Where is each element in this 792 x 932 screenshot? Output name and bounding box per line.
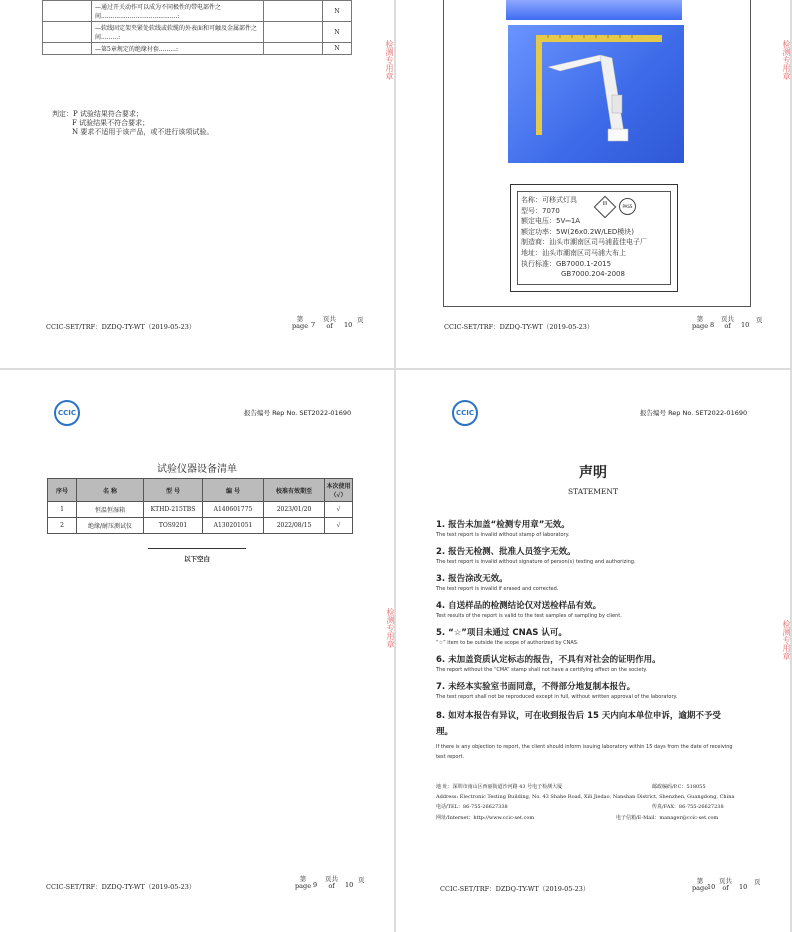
- postcode: 邮政编码/P.C：518055: [652, 784, 706, 790]
- fax: 传真/FAX：86-755-26627238: [652, 804, 724, 810]
- table-row: 2 绝缘/耐压测试仪 TOS9201 A130201051 2022/08/15 √: [48, 518, 353, 534]
- divider: [148, 548, 246, 549]
- page-footer: CCIC-SET/TRF：DZDQ-TY-WT（2019-05-23）: [46, 323, 196, 331]
- clause-text: —软线固定架夹紧处软线或软缆的外表面和可触及金属部件之间.........:: [92, 22, 264, 43]
- statement-item: 8. 如对本报告有异议，可在收到报告后 15 天内向本单位申诉，逾期不予受理。 If there is any objection to report, the client should inform issuing laboratory within 15 days from the date of receiving test report.: [436, 711, 733, 760]
- statement-item: 3. 报告涂改无效。 The test report is invalid if erased and corrected.: [436, 574, 559, 592]
- page-number: 第 page: [692, 877, 709, 893]
- table-header: 序号 名 称 型 号 编 号 校准有效期至 本次使用（√）: [48, 479, 353, 502]
- verdict-cell: N: [323, 1, 352, 22]
- sample-photo-lamp: [508, 25, 684, 163]
- table-row: [43, 22, 352, 43]
- end-of-list: 以下空白: [184, 555, 210, 563]
- seal-edge: 检测专用章: [385, 40, 394, 80]
- test-result-table: [42, 0, 352, 55]
- table-row: [43, 43, 352, 55]
- address-cn: 地 址：深圳市南山区西丽街道沙河路 43 号电子检测大厦: [436, 784, 563, 790]
- nameplate-label: 名称：可移式灯具 型号：7070 额定电压：5V⎓1A 额定功率：5W(26x0.2W/LED模块) 制造商：汕头市潮南区司马浦蓝佳电子厂 地址：汕头市潮南区司马浦大布上 执行标准：GB7000.1-2015 GB7000.204-2008 III PASS: [510, 184, 678, 292]
- table-row: [43, 1, 352, 22]
- label-name: 名称：可移式灯具: [521, 196, 577, 204]
- statement-item: 5. “☆”项目未通过 CNAS 认可。 “☆” item to be outside the scope of authorized by CNAS.: [436, 628, 579, 646]
- seal-edge: 检测专用章: [386, 608, 395, 648]
- sample-photo-top: [506, 0, 682, 20]
- statement-item: 6. 未加盖资质认定标志的报告，不具有对社会的证明作用。 The report without the “CMA” stamp shall not have a certifying effect on the society.: [436, 655, 661, 673]
- statement-title: 声明: [579, 465, 607, 481]
- statement-item: 7. 未经本实验室书面同意，不得部分地复制本报告。 The test report shall not be reproduced except in full, without written approval of the laboratory.: [436, 682, 678, 700]
- lamp-image: [508, 25, 684, 163]
- verdict-cell: N: [323, 43, 352, 55]
- equipment-table: [47, 478, 353, 534]
- statement-item: 4. 自送样品的检测结论仅对送检样品有效。 Test results of the report is valid to the test samples of sampling by client.: [436, 601, 622, 619]
- ccic-logo-icon: CCIC: [452, 400, 478, 426]
- label-standard-2: GB7000.204-2008: [561, 270, 625, 279]
- report-page-10: CCIC 报告编号 Rep No. SET2022-01690 声明 STATEMENT 1. 报告未加盖“检测专用章”无效。 The test report is invalid without stamp of laboratory. 2. 报告无检测、批准人员签字无效。 The test report is invalid without signature of person(s) testing and authorizing. 3. 报告涂改无效。 The test report is invalid if erased and corrected. 4. 自送样品的检测结论仅对送检样品有效。 Test results of the report is valid to the test samples of sampling by client. 5. “☆”项目未通过 CNAS 认可。 “☆” item to be outside the scope of authorized by CNAS. 6. 未加盖资质认定标志的报告，不具有对社会的证明作用。 The report without the “CMA” stamp shall not have a certifying effect on the society. 7. 未经本实验室书面同意，不得部分地复制本报告。 The test report shall not be reproduced except in full, without written approval of the laboratory. 8. 如对本报告有异议，可在收到报告后 15 天内向本单位申诉，逾期不予受理。 If there is any objection to report, the client should inform issuing laboratory within 15 days from the date of receiving test report. 地 址：深圳市南山区西丽街道沙河路 43 号电子检测大厦 邮政编码/P.C：518055 Address: Electronic Testing Building, No. 43 Shahe Road, Xili Jiedao, Nanshan District, Shenzhen, Guangdong, China 电话/TEL：86-755-26627338 传真/FAX：86-755-26627238 网址/Internet：http://www.ccic-set.com 电子信箱/E-Mail：manager@ccic-set.com 检测专用章 CCIC-SET/TRF：DZDQ-TY-WT（2019-05-23） 第 page 10 页共 of 10 页: [396, 370, 790, 932]
- label-standard: 执行标准：GB7000.1-2015: [521, 259, 612, 268]
- verdict-cell: N: [323, 22, 352, 43]
- report-number: 报告编号 Rep No. SET2022-01690: [244, 409, 352, 417]
- clause-text: —第5章规定的绝缘衬套.........:: [92, 43, 264, 55]
- report-page-7: —通过开关动作可以成为不同极性的带电部件之间........................................: N —软线固定架夹紧处软线或软缆的外表面和可触及金属部件之间.........: N —第5章规定的绝缘衬套.........: N 判定：P 试验结果符合要求； F 试验结果不符合要求； N 要求不适用于该产品，或不进行该项试验。 检测专用章 CCIC-SET/TRF：DZDQ-TY-WT（2019-05-23） 第 page 7 页共 of 10 页: [0, 0, 394, 368]
- clause-text: —通过开关动作可以成为不同极性的带电部件之间........................................:: [92, 1, 264, 22]
- report-number: 报告编号 Rep No. SET2022-01690: [640, 409, 748, 417]
- report-page-8: 名称：可移式灯具 型号：7070 额定电压：5V⎓1A 额定功率：5W(26x0.2W/LED模块) 制造商：汕头市潮南区司马浦蓝佳电子厂 地址：汕头市潮南区司马浦大布上 执行标准：GB7000.1-2015 GB7000.204-2008 III PASS 检测专用章 CCIC-SET/TRF：DZDQ-TY-WT（2019-05-23） 第 page 8 页共 of 10 页: [396, 0, 790, 368]
- page-number: 第 page: [292, 315, 309, 331]
- page-footer: CCIC-SET/TRF：DZDQ-TY-WT（2019-05-23）: [444, 323, 594, 331]
- label-power: 额定功率：5W(26x0.2W/LED模块): [521, 227, 635, 236]
- page-number: 第 page: [692, 315, 709, 331]
- label-model: 型号：7070: [521, 206, 560, 215]
- telephone: 电话/TEL：86-755-26627338: [436, 804, 508, 810]
- seal-edge: 检测专用章: [782, 40, 791, 80]
- label-maker: 制造商：汕头市潮南区司马浦蓝佳电子厂: [521, 238, 647, 247]
- statement-item: 2. 报告无检测、批准人员签字无效。 The test report is invalid without signature of person(s) testing and authorizing.: [436, 547, 636, 565]
- seal-edge: 检测专用章: [782, 620, 791, 660]
- report-page-9: CCIC 报告编号 Rep No. SET2022-01690 试验仪器设备清单 序号 名 称 型 号 编 号 校准有效期至 本次使用（√） 1 恒温恒湿箱 KTHD-215TBS A140601775 2023/01/20 √ 2 绝缘/耐压测试仪 TOS9201 A130201051 2022/08/15 √ 以下空白 检测专用章 CCIC-SET/TRF：DZDQ-TY-WT（2019-05-23） 第 page 9 页共 of 10 页: [0, 370, 394, 932]
- label-voltage: 额定电压：5V⎓1A: [521, 217, 581, 226]
- table-row: 1 恒温恒湿箱 KTHD-215TBS A140601775 2023/01/20 √: [48, 502, 353, 518]
- page-footer: CCIC-SET/TRF：DZDQ-TY-WT（2019-05-23）: [46, 883, 196, 891]
- page-number: 第 page: [295, 875, 312, 891]
- pass-icon: PASS: [619, 198, 636, 215]
- email: 电子信箱/E-Mail：manager@ccic-set.com: [616, 815, 719, 821]
- page-footer: CCIC-SET/TRF：DZDQ-TY-WT（2019-05-23）: [440, 885, 590, 893]
- website: 网址/Internet：http://www.ccic-set.com: [436, 815, 535, 821]
- address-en: Address: Electronic Testing Building, No. 43 Shahe Road, Xili Jiedao, Nanshan District, Shenzhen, Guangdong, China: [436, 794, 735, 800]
- statement-title-en: STATEMENT: [568, 487, 618, 496]
- verdict-legend: 判定：P 试验结果符合要求； F 试验结果不符合要求； N 要求不适用于该产品，或不进行该项试验。: [52, 110, 214, 137]
- statement-item: 1. 报告未加盖“检测专用章”无效。 The test report is invalid without stamp of laboratory.: [436, 520, 570, 538]
- ccic-logo-icon: CCIC: [54, 400, 80, 426]
- page-title: 试验仪器设备清单: [157, 464, 237, 475]
- label-address: 地址：汕头市潮南区司马浦大布上: [521, 248, 626, 257]
